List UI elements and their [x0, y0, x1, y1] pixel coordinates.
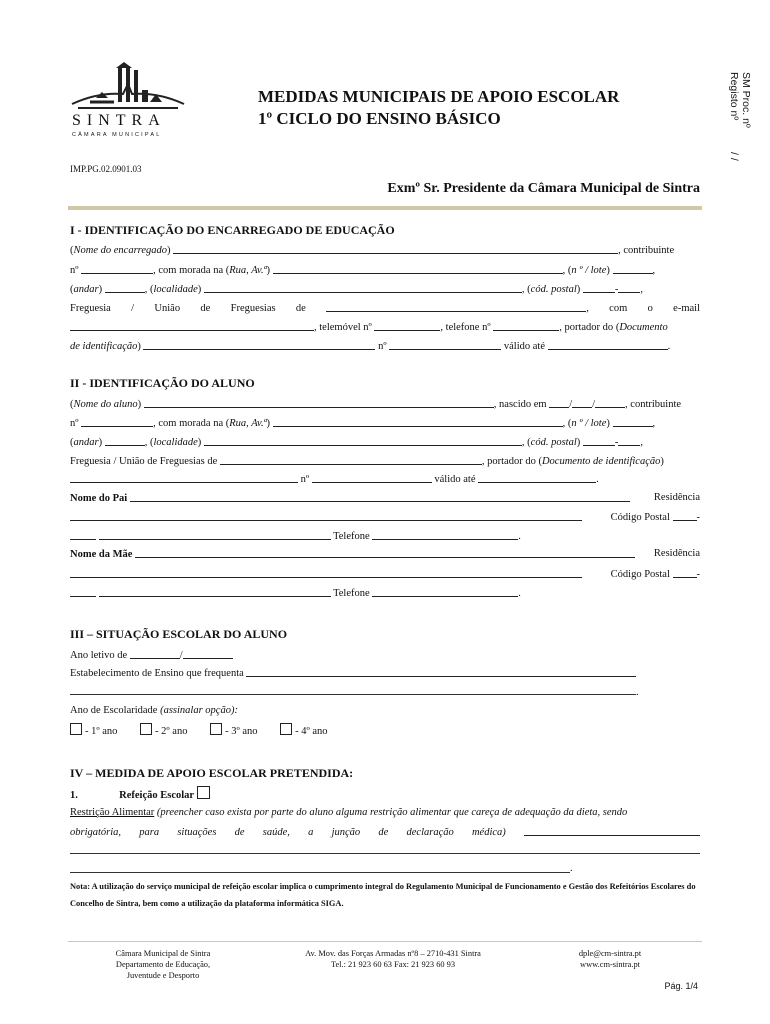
- s2-row-2: nº , com morada na (Rua, Av.ª) , (n º / lote) ,: [70, 418, 656, 429]
- cod-postal-field-2[interactable]: [618, 282, 640, 293]
- freguesia-label: Freguesia / União de Freguesias de: [70, 303, 306, 314]
- documento-n-field[interactable]: [389, 339, 501, 350]
- email-label: , com o e-mail: [586, 303, 700, 314]
- telemovel-field[interactable]: [374, 320, 440, 331]
- contribuinte-label: , contribuinte: [618, 245, 675, 256]
- mae-row-1: [70, 547, 700, 562]
- andar-label: andar: [73, 284, 99, 295]
- restricao-row-1: [70, 806, 700, 820]
- ano-letivo-row: Ano letivo de /: [70, 648, 700, 663]
- pai-residencia-field[interactable]: [70, 510, 582, 521]
- n-label: nº: [70, 418, 79, 429]
- page-number: Pág. 1/4: [664, 981, 698, 991]
- contribuinte-field[interactable]: [81, 263, 153, 274]
- ano-3-label: - 3º ano: [225, 726, 258, 737]
- form-title: MEDIDAS MUNICIPAIS DE APOIO ESCOLAR: [258, 87, 620, 106]
- localidade-label: localidade: [153, 437, 198, 448]
- cod-postal-label: cód. postal: [530, 437, 577, 448]
- palace-emblem-icon: [68, 62, 188, 112]
- s1-row-1: (Nome do encarregado) , contribuinte: [70, 245, 675, 256]
- ano-escolaridade-label: Ano de Escolaridade: [70, 705, 158, 716]
- sintra-logo: [68, 62, 188, 142]
- restricao-label: Restrição Alimentar: [70, 807, 155, 818]
- rua-label: Rua, Av.ª: [229, 418, 267, 429]
- cod-postal-field-1[interactable]: [583, 282, 615, 293]
- nome-pai-label: Nome do Pai: [70, 493, 128, 504]
- assinalar-label: (assinalar opção):: [160, 705, 238, 716]
- anos-options: [70, 723, 700, 739]
- aluno-valido-field[interactable]: [478, 472, 596, 483]
- refeicao-row: [70, 786, 700, 803]
- s1-row-5: , telemóvel nº , telefone nº , portador do (Documento: [70, 320, 700, 335]
- restricao-desc: (preencher caso exista por parte do aluno alguma restrição alimentar que careça de adequação da dieta, sendo: [156, 807, 628, 818]
- cod-postal-label: cód. postal: [530, 284, 577, 295]
- nasc-mes-field[interactable]: [572, 397, 592, 408]
- freguesia-label: Freguesia / União de Freguesias de: [70, 456, 218, 467]
- registo-slashes: / /: [728, 152, 740, 161]
- mae-cod-postal-2[interactable]: [70, 586, 96, 597]
- footer-col-2: [268, 948, 518, 970]
- restricao-row-2: [70, 825, 700, 840]
- lote-label: n º / lote: [571, 265, 607, 276]
- s1-row-3: (andar) , (localidade) , (cód. postal) - ,: [70, 284, 644, 295]
- aluno-lote-field[interactable]: [613, 416, 653, 427]
- mae-cod-postal-1[interactable]: [673, 567, 697, 578]
- pai-cod-postal-2[interactable]: [70, 529, 96, 540]
- mae-telefone-field[interactable]: [372, 586, 518, 597]
- nome-mae-field[interactable]: [135, 547, 635, 558]
- footer-divider: [68, 941, 702, 942]
- nome-pai-field[interactable]: [130, 491, 630, 502]
- ano-3-checkbox[interactable]: [210, 723, 222, 735]
- n-label: nº: [70, 265, 79, 276]
- nasc-dia-field[interactable]: [549, 397, 569, 408]
- footer-juventude: Juventude e Desporto: [126, 971, 200, 980]
- telemovel-label: , telemóvel nº: [314, 322, 372, 333]
- refeicao-label: Refeição Escolar: [119, 790, 194, 801]
- valido-label: válido até: [434, 474, 476, 485]
- morada-field[interactable]: [273, 263, 563, 274]
- nome-mae-label: Nome da Mãe: [70, 549, 133, 560]
- sm-proc-label: SM Proc. nº: [740, 72, 752, 128]
- mae-localidade-field[interactable]: [99, 586, 331, 597]
- footer-camara: Câmara Municipal de Sintra: [115, 949, 211, 958]
- item-number: 1.: [70, 790, 78, 801]
- ano-4-checkbox[interactable]: [280, 723, 292, 735]
- telefone-label: Telefone: [333, 588, 370, 599]
- logo-subtitle: CÂMARA MUNICIPAL: [72, 132, 162, 138]
- residencia-label: Residência: [653, 492, 700, 503]
- ano-1-label: - 1º ano: [85, 726, 118, 737]
- valido-label: válido até: [503, 341, 545, 352]
- ano-2-label: - 2º ano: [155, 726, 188, 737]
- telefone-label: , telefone nº: [440, 322, 491, 333]
- estabelecimento-row: [70, 666, 700, 681]
- rua-label: Rua, Av.ª: [229, 265, 267, 276]
- aluno-cod-postal-2[interactable]: [618, 435, 640, 446]
- documento-label: Documento: [619, 322, 668, 333]
- refeicao-checkbox[interactable]: [197, 786, 210, 799]
- identificacao-label: de identificação: [70, 341, 138, 352]
- nome-encarregado-field[interactable]: [173, 243, 618, 254]
- note: Nota: A utilização do serviço municipal de refeição escolar implica o cumprimento integral do Regulamento Municipal de Funcionamento e Gestão dos Refeitórios Escolares do Concelho de Sintra, bem como a utilização da plataforma informática SIGA.: [70, 882, 696, 908]
- footer-email[interactable]: dple@cm-sintra.pt: [578, 949, 642, 958]
- divider: [68, 206, 702, 210]
- andar-label: andar: [73, 437, 99, 448]
- pai-row-1: [70, 491, 700, 506]
- aluno-contribuinte-field[interactable]: [81, 416, 153, 427]
- s2-row-3: (andar) , (localidade) , (cód. postal) - ,: [70, 437, 644, 448]
- localidade-label: localidade: [153, 284, 198, 295]
- codigo-postal-label: Código Postal: [610, 512, 670, 523]
- ano-4-label: - 4º ano: [295, 726, 328, 737]
- portador-label: , portador do: [559, 322, 614, 333]
- s1-row-4: [70, 301, 700, 316]
- morada-label: , com morada na: [153, 265, 224, 276]
- pai-telefone-field[interactable]: [372, 529, 518, 540]
- localidade-field[interactable]: [204, 282, 522, 293]
- email-field[interactable]: [70, 320, 314, 331]
- s1-row-6: de identificação) nº válido até .: [70, 341, 671, 352]
- pai-row-3: Telefone .: [70, 529, 700, 544]
- freguesia-field[interactable]: [326, 301, 586, 312]
- footer-phone: Tel.: 21 923 60 63 Fax: 21 923 60 93: [330, 960, 456, 969]
- s2-row-1: (Nome do aluno) , nascido em / / , contribuinte: [70, 399, 682, 410]
- registo-label: Registo nº: [728, 72, 740, 121]
- period: .: [636, 687, 639, 698]
- restricao-field[interactable]: [524, 825, 700, 836]
- n-label: nº: [300, 474, 310, 485]
- restricao-field-2[interactable]: [70, 853, 700, 854]
- nome-encarregado-label: Nome do encarregado: [73, 245, 168, 256]
- section-4-title: IV – MEDIDA DE APOIO ESCOLAR PRETENDIDA:: [70, 766, 354, 780]
- contribuinte-label: , contribuinte: [625, 399, 682, 410]
- nome-aluno-label: Nome do aluno: [73, 399, 138, 410]
- morada-label: , com morada na: [153, 418, 224, 429]
- restricao-desc-2: obrigatória, para situações de saúde, a junção de declaração médica): [70, 827, 506, 838]
- restricao-field-3[interactable]: [70, 872, 570, 873]
- footer-col-1: [88, 948, 238, 981]
- n-label: nº: [378, 341, 387, 352]
- aluno-morada-field[interactable]: [273, 416, 563, 427]
- s2-row-5: nº válido até .: [70, 472, 700, 487]
- nome-aluno-field[interactable]: [144, 397, 494, 408]
- mae-row-3: Telefone .: [70, 586, 700, 601]
- aluno-cod-postal-1[interactable]: [583, 435, 615, 446]
- ano-letivo-field-2[interactable]: [183, 648, 233, 659]
- aluno-localidade-field[interactable]: [204, 435, 522, 446]
- form-subtitle: 1º CICLO DO ENSINO BÁSICO: [258, 109, 501, 128]
- documento-field[interactable]: [143, 339, 375, 350]
- portador-label: , portador do: [481, 456, 536, 467]
- estabelecimento-field-2[interactable]: [70, 694, 636, 695]
- footer-website[interactable]: www.cm-sintra.pt: [580, 960, 640, 969]
- pai-cod-postal-1[interactable]: [673, 510, 697, 521]
- section-1-title: I - IDENTIFICAÇÃO DO ENCARREGADO DE EDUCAÇÃO: [70, 223, 395, 237]
- aluno-documento-field[interactable]: [70, 472, 298, 483]
- documento-id-label: Documento de identificação: [541, 456, 661, 467]
- aluno-freguesia-field[interactable]: [220, 454, 482, 465]
- ano-1-checkbox[interactable]: [70, 723, 82, 735]
- s1-row-2: nº , com morada na (Rua, Av.ª) , (n º / lote) ,: [70, 265, 656, 276]
- ano-letivo-label: Ano letivo de: [70, 650, 128, 661]
- aluno-andar-field[interactable]: [105, 435, 145, 446]
- footer-address: Av. Mov. das Forças Armadas nº8 – 2710-431 Sintra: [305, 949, 481, 958]
- ano-escolaridade-row: [70, 704, 700, 718]
- addressee: Exmº Sr. Presidente da Câmara Municipal de Sintra: [387, 181, 700, 196]
- footer-col-3: [540, 948, 680, 970]
- footer-departamento: Departamento de Educação,: [115, 960, 211, 969]
- telefone-field[interactable]: [493, 320, 559, 331]
- nascido-label: , nascido em: [493, 399, 547, 410]
- document-code: IMP.PG.02.0901.03: [70, 164, 142, 174]
- logo-name: SINTRA: [72, 112, 166, 129]
- section-2-title: II - IDENTIFICAÇÃO DO ALUNO: [70, 376, 255, 390]
- aluno-documento-n-field[interactable]: [312, 472, 432, 483]
- ano-2-checkbox[interactable]: [140, 723, 152, 735]
- lote-field[interactable]: [613, 263, 653, 274]
- valido-field[interactable]: [548, 339, 668, 350]
- telefone-label: Telefone: [333, 531, 370, 542]
- pai-row-2: Código Postal -: [70, 510, 700, 525]
- mae-residencia-field[interactable]: [70, 567, 582, 578]
- codigo-postal-label: Código Postal: [610, 569, 670, 580]
- estabelecimento-field[interactable]: [246, 666, 636, 677]
- section-3-title: III – SITUAÇÃO ESCOLAR DO ALUNO: [70, 627, 288, 641]
- estabelecimento-label: Estabelecimento de Ensino que frequenta: [70, 668, 244, 679]
- pai-localidade-field[interactable]: [99, 529, 331, 540]
- ano-letivo-field-1[interactable]: [130, 648, 180, 659]
- mae-row-2: Código Postal -: [70, 567, 700, 582]
- period: .: [570, 863, 573, 874]
- andar-field[interactable]: [105, 282, 145, 293]
- registry-box: [700, 72, 754, 192]
- s2-row-4: Freguesia / União de Freguesias de , portador do (Documento de identificação): [70, 456, 664, 467]
- residencia-label: Residência: [653, 548, 700, 559]
- nasc-ano-field[interactable]: [595, 397, 625, 408]
- lote-label: n º / lote: [571, 418, 607, 429]
